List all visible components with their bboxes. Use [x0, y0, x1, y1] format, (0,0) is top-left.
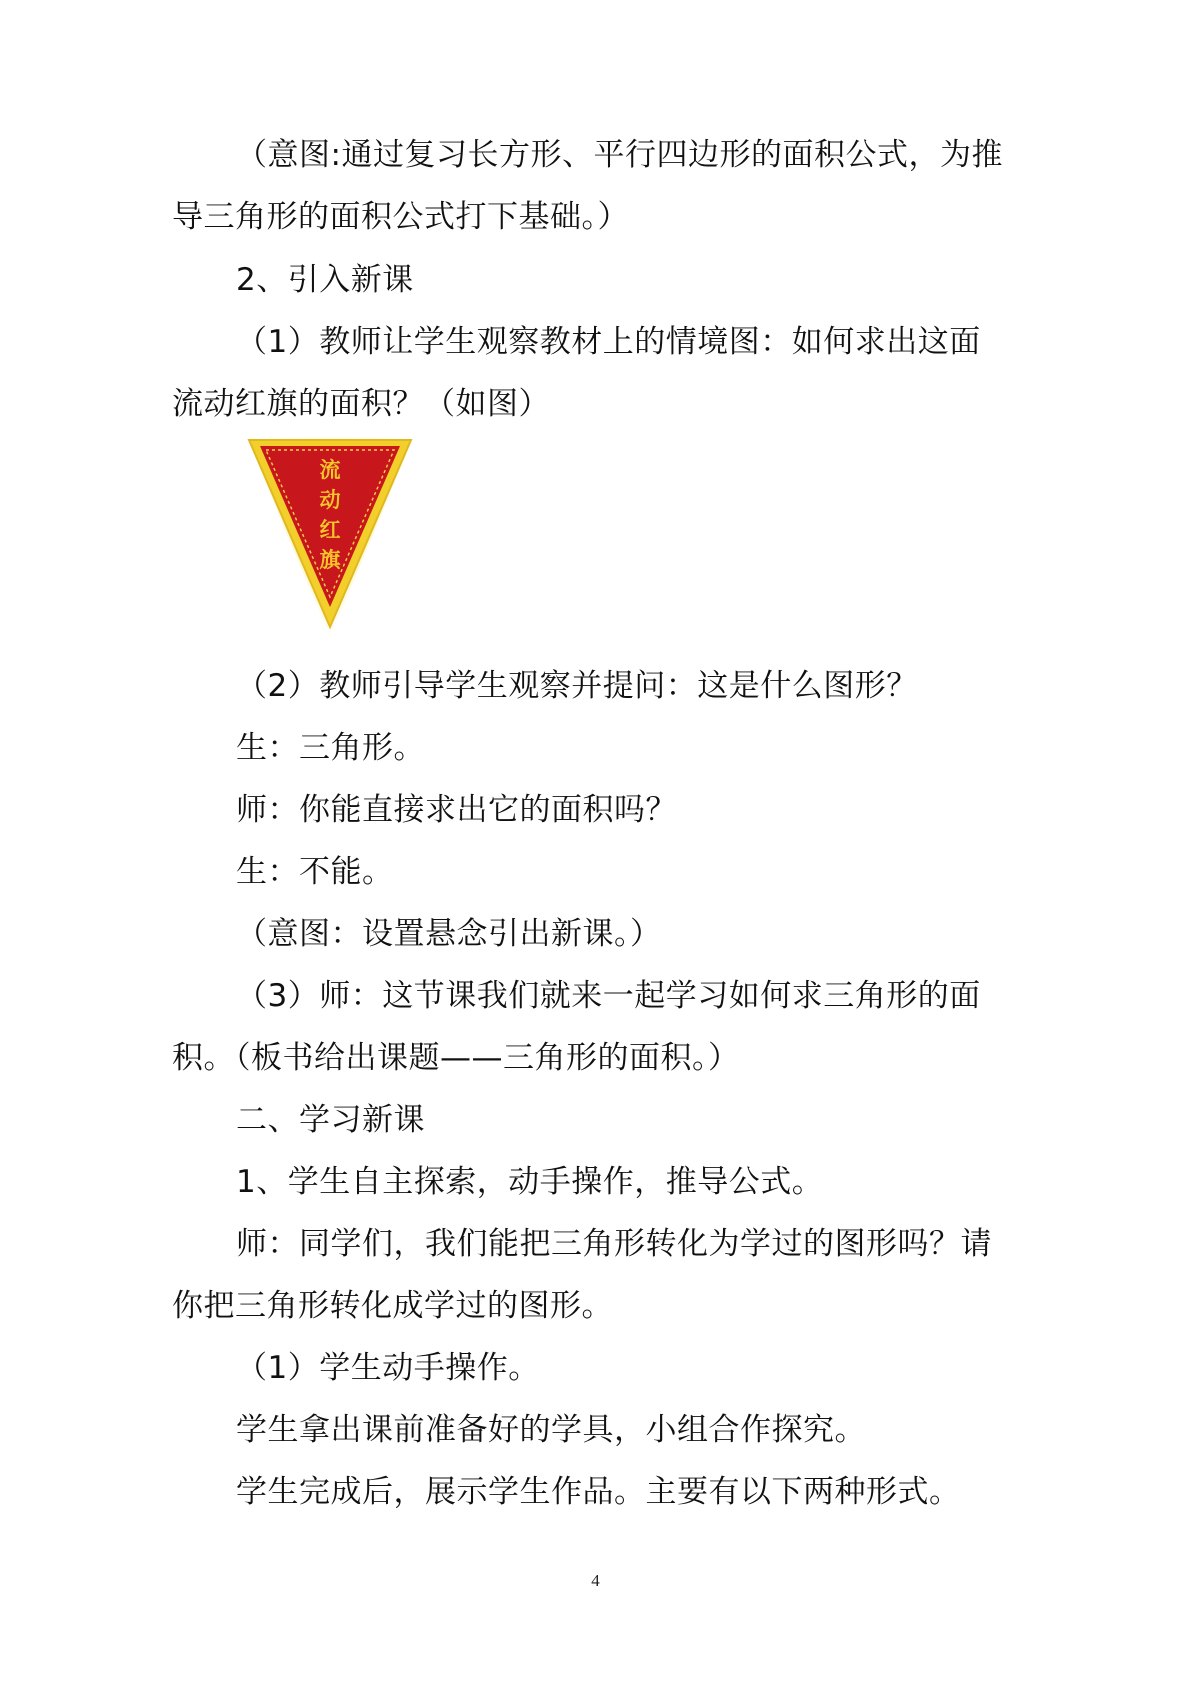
- dialogue-teacher-2-cont: 你把三角形转化成学过的图形。: [172, 1288, 613, 1324]
- flag-char: 流: [319, 457, 341, 482]
- dialogue-student-2: 生：不能。: [236, 854, 394, 890]
- flag-char: 红: [319, 517, 341, 542]
- flag-label: [314, 455, 346, 575]
- paragraph-show-work: 学生完成后，展示学生作品。主要有以下两种形式。: [236, 1474, 961, 1510]
- flag-char: 旗: [319, 547, 341, 572]
- paragraph-hands-on: （1）学生动手操作。: [236, 1350, 540, 1386]
- dialogue-student-1: 生：三角形。: [236, 730, 425, 766]
- heading-learn-new-lesson: 二、学习新课: [236, 1102, 425, 1138]
- paragraph-intent-review: （意图:通过复习长方形、平行四边形的面积公式，为推: [236, 137, 1003, 173]
- paragraph-step-3: （3）师：这节课我们就来一起学习如何求三角形的面: [236, 978, 981, 1014]
- paragraph-step-3-cont: 积。（板书给出课题——三角形的面积。）: [172, 1040, 740, 1076]
- paragraph-group-work: 学生拿出课前准备好的学具，小组合作探究。: [236, 1412, 866, 1448]
- page-number: 4: [591, 1571, 600, 1590]
- red-flag-image: [246, 437, 414, 647]
- paragraph-step-2: （2）教师引导学生观察并提问：这是什么图形？: [236, 668, 918, 704]
- paragraph-intent-suspense: （意图：设置悬念引出新课。）: [236, 916, 662, 952]
- paragraph-step-1-cont: 流动红旗的面积？（如图）: [172, 386, 550, 422]
- paragraph-intent-review-cont: 导三角形的面积公式打下基础。）: [172, 199, 629, 235]
- heading-new-lesson-intro: 2、引入新课: [236, 262, 414, 298]
- paragraph-step-1: （1）教师让学生观察教材上的情境图：如何求出这面: [236, 324, 981, 360]
- heading-explore-derive: 1、学生自主探索，动手操作，推导公式。: [236, 1164, 824, 1200]
- dialogue-teacher-2: 师：同学们，我们能把三角形转化为学过的图形吗？请: [236, 1226, 992, 1262]
- flag-char: 动: [319, 487, 341, 512]
- dialogue-teacher-1: 师：你能直接求出它的面积吗？: [236, 792, 677, 828]
